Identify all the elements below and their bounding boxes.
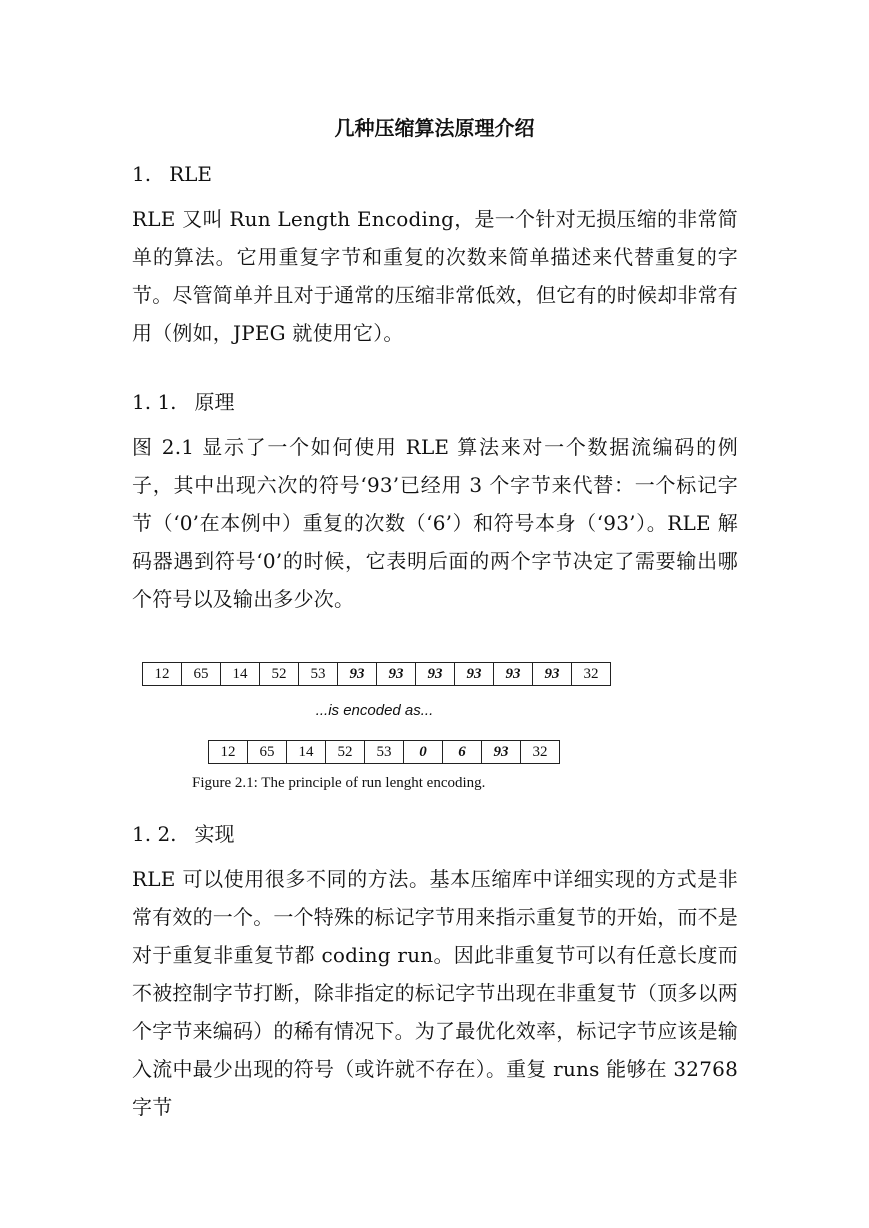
- byte-cell: 93: [338, 662, 377, 686]
- byte-cell: 12: [143, 662, 182, 686]
- paragraph-implementation: RLE 可以使用很多不同的方法。基本压缩库中详细实现的方式是非常有效的一个。一个特殊的标记字节用来指示重复节的开始，而不是对于重复非重复节都 coding run。因此非重复节可以有任意长度而不被控制字节打断，除非指定的标记字节出现在非重复节（顶多以两个字节来编码）的稀有情况下。为了最优化效率，标记字节应该是输入流中最少出现的符号（或许就不存在）。重复 runs 能够在 32768 字节: [132, 867, 738, 1119]
- section-label: RLE: [169, 162, 213, 186]
- section-number: 1. 1.: [132, 390, 177, 414]
- byte-cell: 93: [494, 662, 533, 686]
- byte-cell: 52: [260, 662, 299, 686]
- byte-cell: 14: [221, 662, 260, 686]
- encoded-as-label: ...is encoded as...: [315, 702, 434, 719]
- byte-cell: 6: [443, 740, 482, 764]
- byte-cell: 32: [572, 662, 611, 686]
- figure-caption: Figure 2.1: The principle of run lenght encoding.: [192, 775, 486, 791]
- figure-rle-example: [0, 650, 869, 800]
- byte-cell: 65: [248, 740, 287, 764]
- section-label: 实现: [194, 822, 235, 846]
- section-heading-rle: [132, 160, 212, 188]
- byte-cell: 0: [404, 740, 443, 764]
- byte-cell: 93: [377, 662, 416, 686]
- byte-cell: 53: [299, 662, 338, 686]
- byte-cell: 93: [416, 662, 455, 686]
- original-byte-row: [142, 662, 611, 686]
- section-number: 1. 2.: [132, 822, 177, 846]
- section-heading-principle: [132, 388, 235, 416]
- byte-cell: 93: [533, 662, 572, 686]
- byte-cell: 32: [521, 740, 560, 764]
- paragraph-rle-intro: RLE 又叫 Run Length Encoding，是一个针对无损压缩的非常简单的算法。它用重复字节和重复的次数来简单描述来代替重复的字节。尽管简单并且对于通常的压缩非常低效，但它有的时候却非常有用（例如，JPEG 就使用它）。: [132, 207, 738, 345]
- byte-cell: 12: [209, 740, 248, 764]
- byte-cell: 53: [365, 740, 404, 764]
- section-number: 1.: [132, 162, 152, 186]
- paragraph-principle: 图 2.1 显示了一个如何使用 RLE 算法来对一个数据流编码的例子，其中出现六次的符号‘93’已经用 3 个字节来代替：一个标记字节（‘0’在本例中）重复的次数（‘6’）和符号本身（‘93’）。RLE 解码器遇到符号‘0’的时候，它表明后面的两个字节决定了需要输出哪个符号以及输出多少次。: [132, 435, 738, 611]
- byte-cell: 93: [482, 740, 521, 764]
- document-title: 几种压缩算法原理介绍: [334, 116, 535, 140]
- byte-cell: 52: [326, 740, 365, 764]
- encoded-byte-row: [208, 740, 560, 764]
- byte-cell: 14: [287, 740, 326, 764]
- byte-cell: 93: [455, 662, 494, 686]
- section-label: 原理: [194, 390, 235, 414]
- byte-cell: 65: [182, 662, 221, 686]
- section-heading-implementation: [132, 820, 235, 848]
